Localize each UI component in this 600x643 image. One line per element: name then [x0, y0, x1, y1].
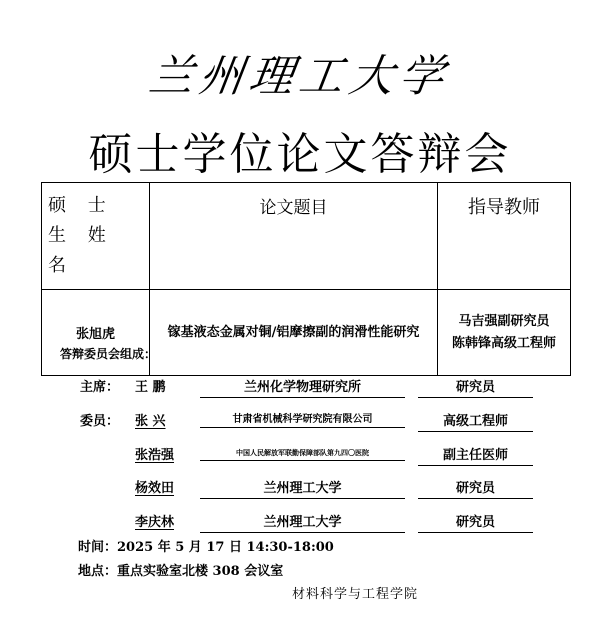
role-label: 委员：: [80, 414, 120, 429]
defense-time: 时间：2025 年 5 月 17 日 14:30-18:00: [78, 540, 334, 555]
thesis-title: 镓基液态金属对铜/铝摩擦副的润滑性能研究: [150, 290, 438, 376]
member-institution: 兰州理工大学: [200, 477, 405, 499]
committee-row: [0, 376, 600, 398]
member-name: 张浩强: [135, 448, 175, 463]
school-name: 材料科学与工程学院: [292, 587, 419, 602]
member-institution: 中国人民解放军联勤保障部队第九四〇医院: [200, 444, 405, 461]
committee-row: [0, 511, 600, 533]
committee-row: [0, 444, 600, 466]
member-name: 李庆林: [135, 515, 175, 530]
header-thesis: 论文题目: [150, 183, 438, 290]
member-position: 研究员: [418, 477, 533, 499]
university-logo: 兰州理工大学: [145, 51, 453, 102]
member-institution: 兰州理工大学: [200, 511, 405, 533]
member-position: 副主任医师: [418, 444, 533, 466]
student-name: 张旭虎: [42, 290, 150, 376]
page-title: 硕士学位论文答辩会: [88, 129, 512, 180]
member-position: 研究员: [418, 511, 533, 533]
member-name: 王 鹏: [135, 380, 166, 395]
member-position: 高级工程师: [418, 410, 533, 432]
table-row: [42, 290, 571, 376]
member-name: 杨效田: [135, 481, 175, 496]
header-student: 硕 士 生 姓 名: [42, 183, 150, 290]
advisor-1: 马吉强副研究员: [458, 313, 550, 329]
member-institution: 甘肃省机械科学研究院有限公司: [200, 410, 405, 428]
committee-row: [0, 410, 600, 432]
member-name: 张 兴: [135, 414, 166, 429]
defense-location: 地点：重点实验室北楼 308 会议室: [78, 564, 284, 579]
committee-row: [0, 477, 600, 499]
committee-heading: 答辩委员会组成：: [60, 347, 157, 361]
header-advisor: 指导教师: [438, 183, 571, 290]
table-header-row: [42, 183, 571, 290]
advisor-2: 陈韩锋高级工程师: [451, 335, 556, 351]
member-institution: 兰州化学物理研究所: [200, 376, 405, 398]
role-label: 主席：: [80, 380, 120, 395]
member-position: 研究员: [418, 376, 533, 398]
advisor-cell: [438, 290, 571, 376]
